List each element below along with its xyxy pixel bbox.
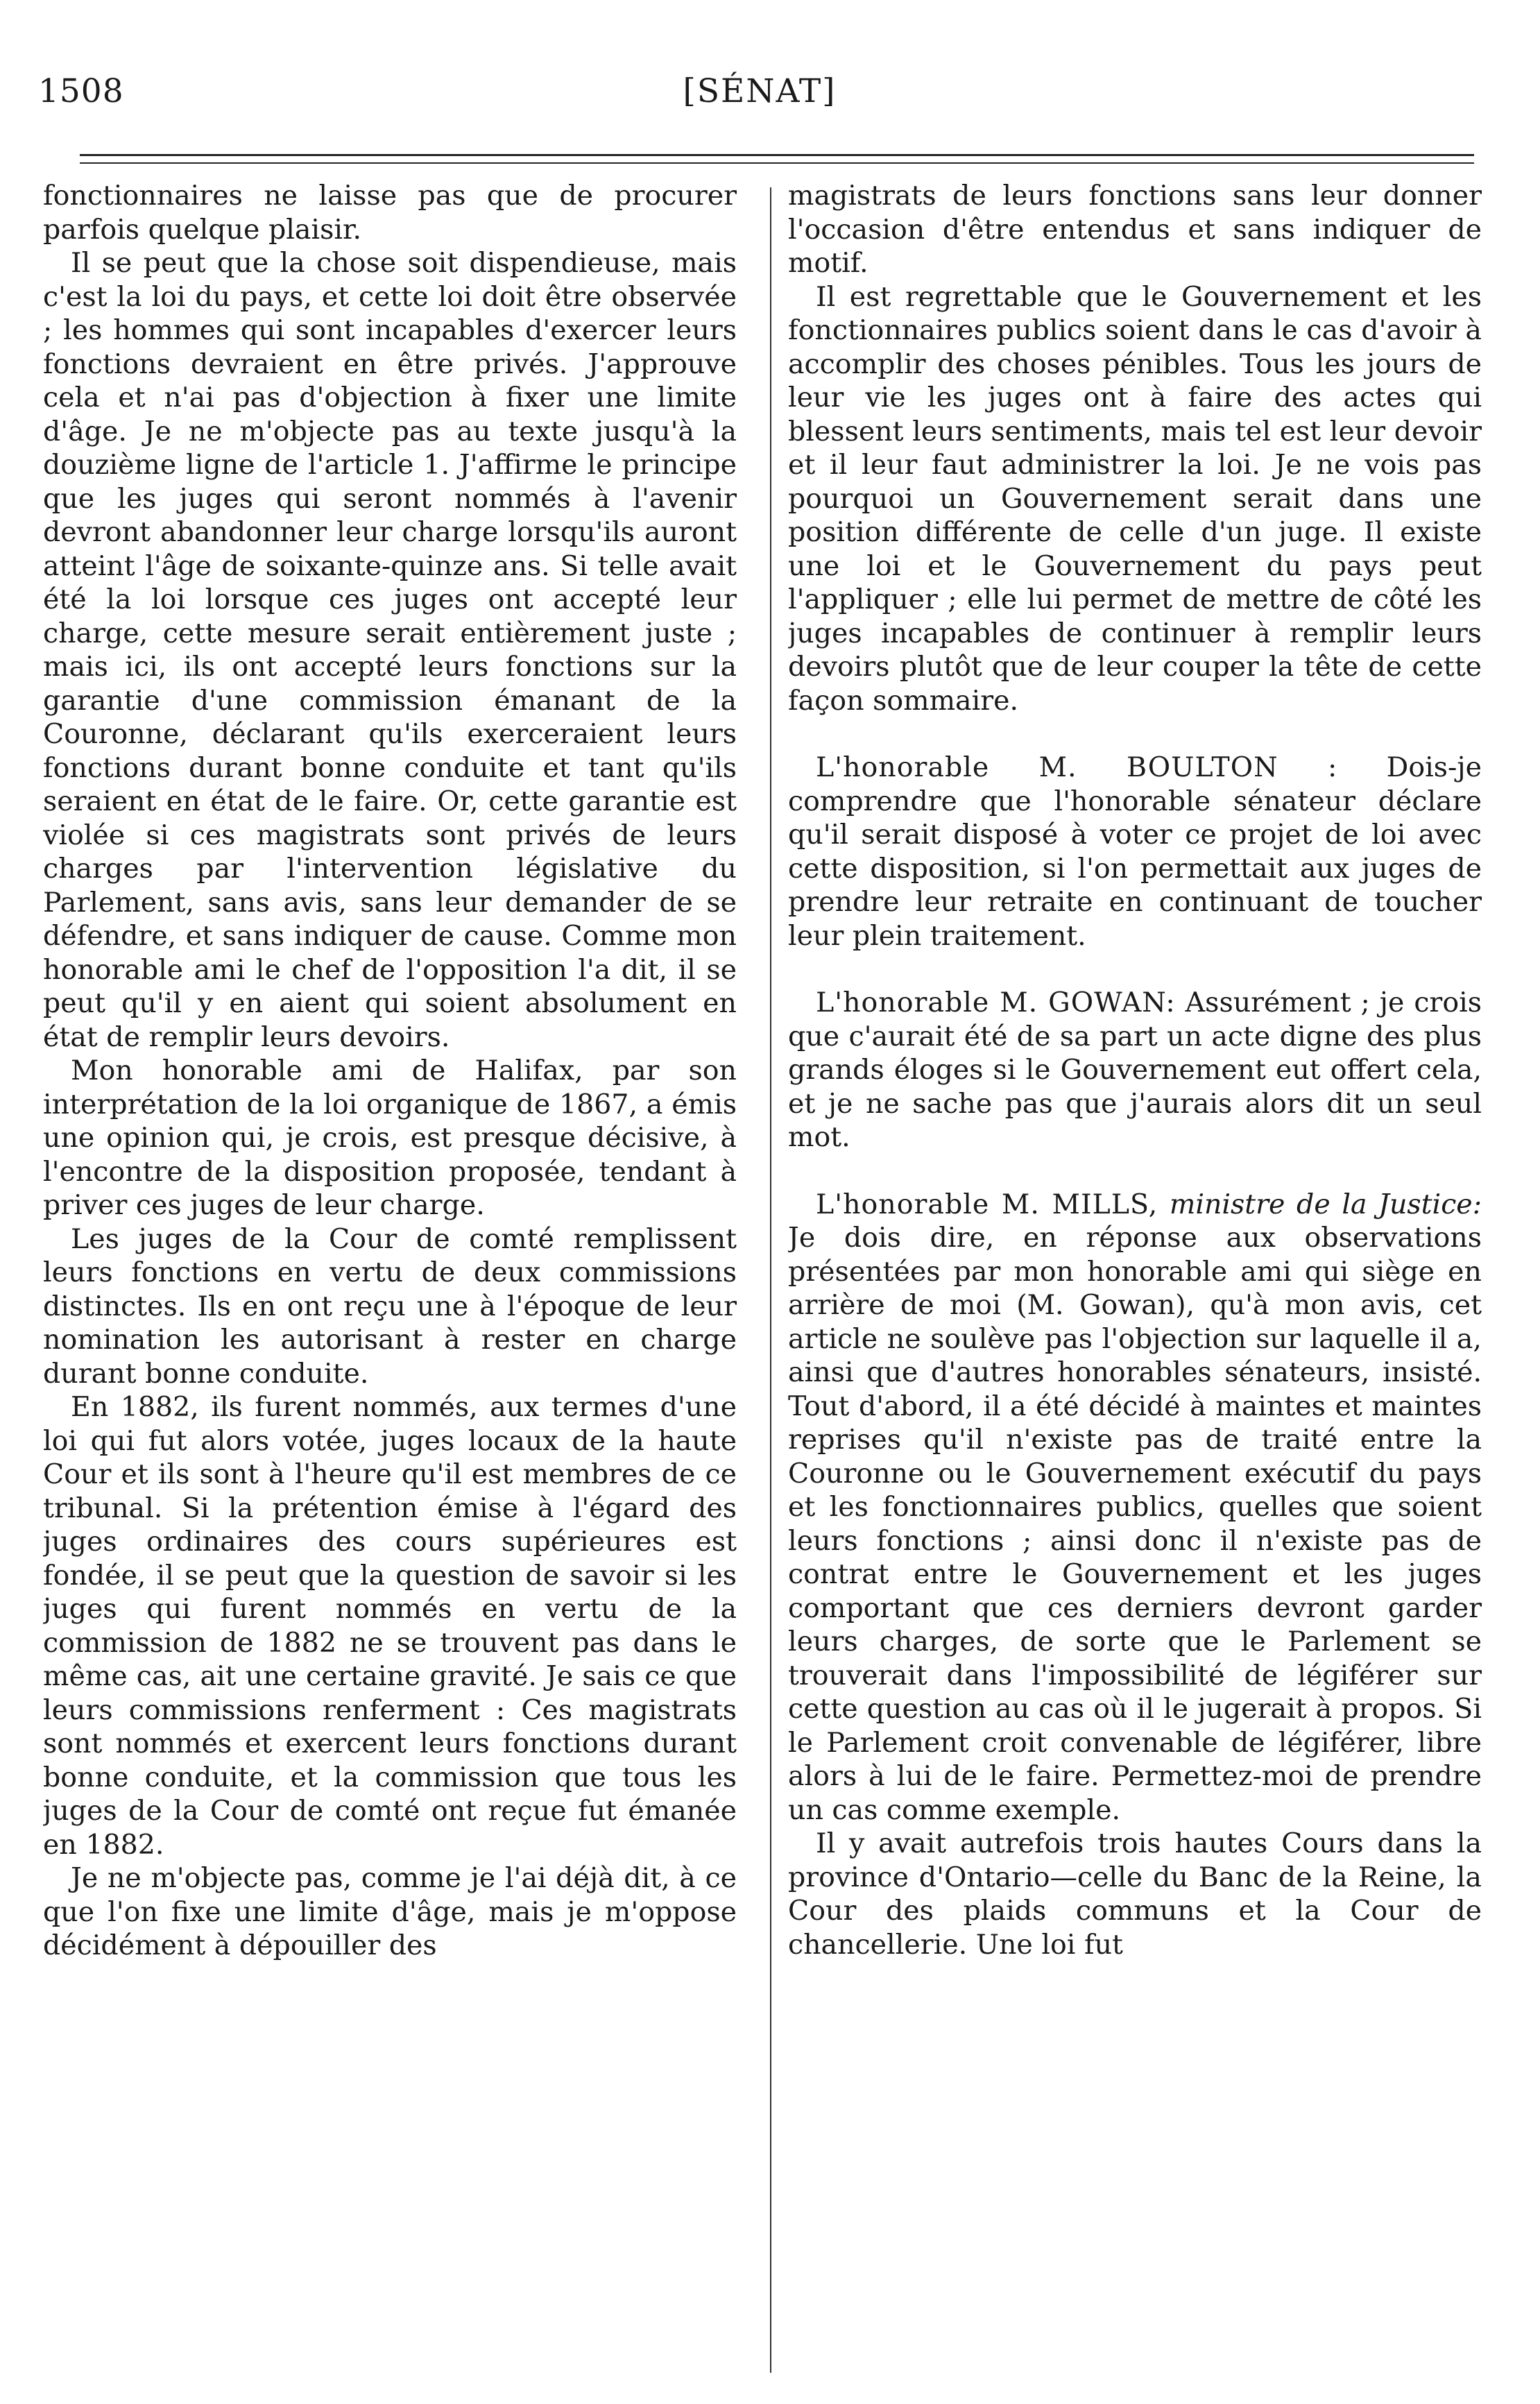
- page-header: [38, 72, 1481, 135]
- speech-text: Dois-je comprendre que l'honorable sénateur déclare qu'il serait disposé à voter ce projet de loi avec cette disposition, si l'on permettait aux juges de prendre leur retraite en continuant de toucher leur plein traitement.: [788, 751, 1482, 952]
- speaker-name: L'honorable M. BOULTON :: [816, 751, 1338, 783]
- left-column: [43, 179, 737, 2364]
- speech-boulton: [788, 751, 1482, 953]
- speaker-name: L'honorable M. GOWAN:: [816, 987, 1176, 1018]
- paragraph: Mon honorable ami de Halifax, par son interprétation de la loi organique de 1867, a émis une opinion qui, je crois, est presque décisive, à l'encontre de la disposition proposée, tendant à priver ces juges de leur charge.: [43, 1055, 737, 1221]
- right-column: [788, 179, 1482, 2364]
- speech-text: Je dois dire, en réponse aux observations présentées par mon honorable ami qui siège en arrière de moi (M. Gowan), qu'à mon avis, cet article ne soulève pas l'objection sur laquelle il a, ainsi que d'autres honorables sénateurs, insisté. Tout d'abord, il a été décidé à maintes et maintes reprises qu'il n'existe pas de traité entre la Couronne ou le Gouvernement exécutif du pays et les fonctionnaires publics, quelles que soient leurs fonctions ; ainsi donc il n'existe pas de contrat entre le Gouvernement et les juges comportant que ces derniers devront garder leurs charges, de sorte que le Parlement se trouverait dans l'impossibilité de légiférer sur cette question au cas où il le jugerait à propos. Si le Parlement croit convenable de légiférer, libre alors à lui de le faire. Permettez-moi de prendre un cas comme exemple.: [788, 1222, 1482, 1826]
- page-number: 1508: [38, 72, 124, 110]
- column-divider: [770, 187, 771, 2373]
- paragraph: Il est regrettable que le Gouvernement et les fonctionnaires publics soient dans le cas d'avoir à accomplir des choses pénibles. Tous les jours de leur vie les juges ont à faire des actes qui blessent leurs sentiments, mais tel est leur devoir et il leur faut administrer la loi. Je ne vois pas pourquoi un Gouvernement serait dans une position différente de celle d'un juge. Il existe une loi et le Gouvernement du pays peut l'appliquer ; elle lui permet de mettre de côté les juges incapables de continuer à remplir leurs devoirs plutôt que de leur couper la tête de cette façon sommaire.: [788, 280, 1482, 717]
- header-rule: [80, 154, 1474, 156]
- paragraph: Les juges de la Cour de comté remplissent leurs fonctions en vertu de deux commissions distinctes. Ils en ont reçu une à l'époque de leur nomination les autorisant à rester en charge durant bonne conduite.: [43, 1222, 737, 1390]
- speech-gowan: [788, 986, 1482, 1154]
- paragraph: Il y avait autrefois trois hautes Cours dans la province d'Ontario—celle du Banc de la Reine, la Cour des plaids communs et la Cour de chancellerie. Une loi fut: [788, 1827, 1482, 1961]
- paragraph: magistrats de leurs fonctions sans leur donner l'occasion d'être entendus et sans indiquer de motif.: [788, 180, 1482, 279]
- paragraph: Je ne m'objecte pas, comme je l'ai déjà dit, à ce que l'on fixe une limite d'âge, mais je m'oppose décidément à dépouiller des: [43, 1862, 737, 1961]
- speaker-name: L'honorable M. MILLS,: [816, 1188, 1158, 1220]
- running-head: [SÉNAT]: [683, 72, 837, 110]
- speaker-title: ministre de la Justice:: [1169, 1188, 1482, 1220]
- speech-mills: [788, 1188, 1482, 1827]
- paragraph: En 1882, ils furent nommés, aux termes d'une loi qui fut alors votée, juges locaux de la haute Cour et ils sont à l'heure qu'il est membres de ce tribunal. Si la prétention émise à l'égard des juges ordinaires des cours supérieures est fondée, il se peut que la question de savoir si les juges qui furent nommés en vertu de la commission de 1882 ne se trouvent pas dans le même cas, ait une certaine gravité. Je sais ce que leurs commissions renferment : Ces magistrats sont nommés et exercent leurs fonctions durant bonne conduite, et la commission que tous les juges de la Cour de comté ont reçue fut émanée en 1882.: [43, 1391, 737, 1861]
- paragraph: Il se peut que la chose soit dispendieuse, mais c'est la loi du pays, et cette loi doit être observée ; les hommes qui sont incapables d'exercer leurs fonctions devraient en être privés. J'approuve cela et n'ai pas d'objection à fixer une limite d'âge. Je ne m'objecte pas au texte jusqu'à la douzième ligne de l'article 1. J'affirme le principe que les juges qui seront nommés à l'avenir devront abandonner leur charge lorsqu'ils auront atteint l'âge de soixante-quinze ans. Si telle avait été la loi lorsque ces juges ont accepté leur charge, cette mesure serait entièrement juste ; mais ici, ils ont accepté leurs fonctions sur la garantie d'une commission émanant de la Couronne, déclarant qu'ils exerceraient leurs fonctions durant bonne conduite et tant qu'ils seraient en état de le faire. Or, cette garantie est violée si ces magistrats sont privés de leurs charges par l'intervention législative du Parlement, sans avis, sans leur demander de se défendre, et sans indiquer de cause. Comme mon honorable ami le chef de l'opposition l'a dit, il se peut qu'il y en aient qui soient absolument en état de remplir leurs devoirs.: [43, 247, 737, 1053]
- speech-text: Assurément ; je crois que c'aurait été de sa part un acte digne des plus grands éloges si le Gouvernement eut offert cela, et je ne sache pas que j'aurais alors dit un seul mot.: [788, 987, 1482, 1153]
- paragraph: fonctionnaires ne laisse pas que de procurer parfois quelque plaisir.: [43, 180, 737, 246]
- header-rule-thin: [80, 162, 1474, 164]
